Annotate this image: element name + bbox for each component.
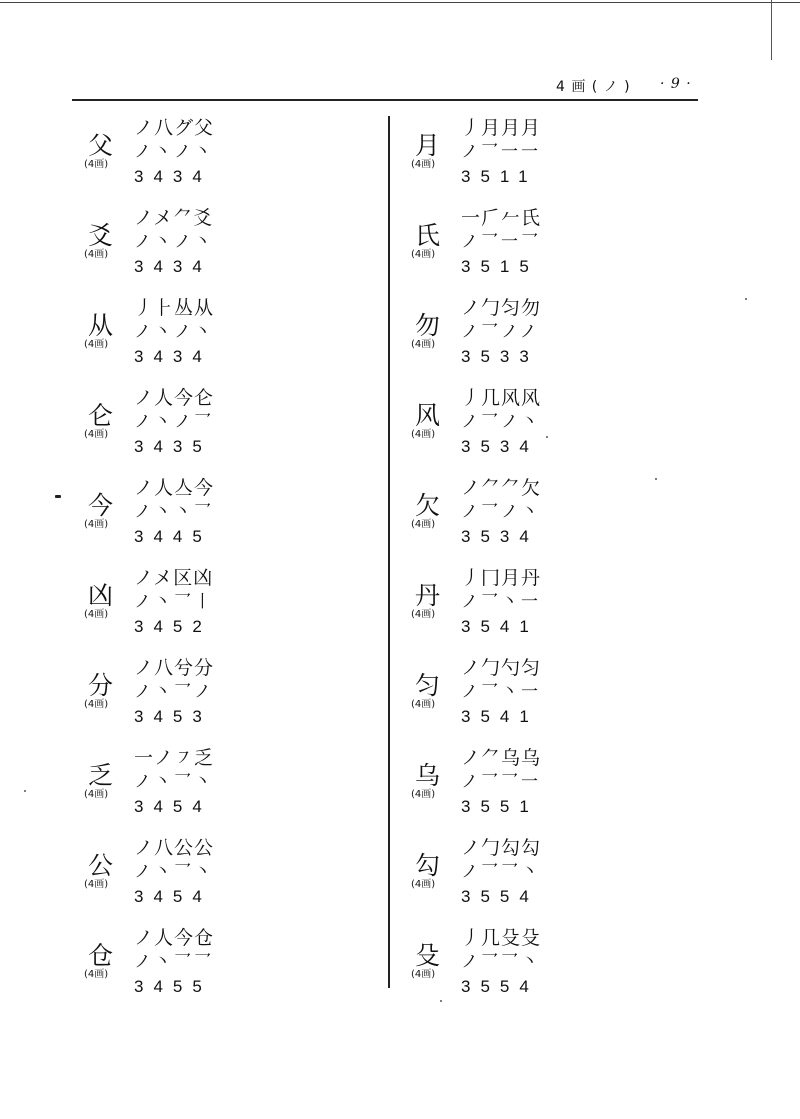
character: 勾: [415, 851, 441, 880]
character-entry: [409, 290, 669, 380]
scan-speck: [55, 495, 61, 498]
stroke-order-steps: ノ勹勾勾: [461, 837, 542, 859]
scan-speck: [24, 790, 26, 792]
stroke-order-steps: ノ⺈⺈欠: [461, 477, 542, 499]
stroke-codes: 3515: [461, 257, 539, 276]
stroke-order-steps: ノ八兮分: [134, 657, 215, 679]
character: 乏: [88, 761, 114, 790]
stroke-shapes: ノ乛一一: [461, 142, 541, 162]
stroke-codes: 3434: [134, 347, 212, 366]
character: 分: [88, 671, 114, 700]
stroke-shapes: ノ丶ノ乛: [134, 412, 214, 432]
stroke-shapes: ノ丶乛丨: [134, 592, 214, 612]
character: 匀: [415, 671, 441, 700]
stroke-count-label: (4画): [411, 789, 436, 800]
stroke-order-steps: ノ勹勺匀: [461, 657, 542, 679]
stroke-shapes: ノ乛ノ丶: [461, 412, 541, 432]
stroke-count-label: (4画): [84, 969, 109, 980]
character: 欠: [415, 491, 441, 520]
character: 丹: [415, 581, 441, 610]
stroke-shapes: ノ乛乛丶: [461, 862, 541, 882]
stroke-codes: 3452: [134, 617, 212, 636]
stroke-count-label: (4画): [411, 249, 436, 260]
character-entry: [409, 650, 669, 740]
character: 父: [88, 131, 114, 160]
character: 仑: [88, 401, 114, 430]
character-entry: [82, 740, 342, 830]
stroke-shapes: ノ丶乛丶: [134, 862, 214, 882]
character-entry: [82, 200, 342, 290]
stroke-codes: 3434: [134, 167, 212, 186]
character-entry: [82, 830, 342, 920]
left-column: [82, 110, 342, 1010]
stroke-count-label: (4画): [84, 339, 109, 350]
stroke-shapes: ノ乛一乛: [461, 232, 541, 252]
stroke-count-label: (4画): [411, 879, 436, 890]
character: 公: [88, 851, 114, 880]
character: 月: [415, 131, 441, 160]
stroke-shapes: ノ乛丶一: [461, 682, 541, 702]
right-edge-line: [771, 0, 772, 60]
stroke-count-label: (4画): [84, 159, 109, 170]
stroke-order-steps: ノメ区凶: [134, 567, 214, 589]
character-entry: [82, 470, 342, 560]
right-column: [409, 110, 669, 1010]
stroke-shapes: ノ丶乛丶: [134, 772, 214, 792]
section-heading: 4 画 ( ノ ): [556, 79, 631, 95]
character-entry: [409, 380, 669, 470]
page-number: · 9 ·: [660, 76, 692, 92]
character-entry: [409, 470, 669, 560]
stroke-count-label: (4画): [84, 789, 109, 800]
character: 风: [415, 401, 441, 430]
stroke-codes: 3511: [461, 167, 538, 186]
character-entry: [409, 560, 669, 650]
stroke-count-label: (4画): [84, 249, 109, 260]
stroke-codes: 3454: [134, 797, 212, 816]
page-header: [520, 74, 710, 98]
stroke-order-steps: ノメ⺈爻: [134, 207, 214, 229]
stroke-count-label: (4画): [84, 429, 109, 440]
stroke-codes: 3541: [461, 617, 539, 636]
stroke-shapes: ノ乛乛丶: [461, 952, 541, 972]
stroke-codes: 3534: [461, 527, 539, 546]
stroke-count-label: (4画): [411, 969, 436, 980]
stroke-order-steps: 丿⺊丛从: [134, 297, 215, 319]
stroke-codes: 3533: [461, 347, 539, 366]
stroke-order-steps: 一ノ㇇乏: [134, 747, 215, 769]
character-entry: [409, 200, 669, 290]
stroke-shapes: ノ乛ノ丶: [461, 502, 541, 522]
stroke-order-steps: ノ八グ父: [134, 117, 215, 139]
scan-speck: [546, 436, 548, 438]
top-border-line: [0, 2, 800, 3]
character: 勿: [415, 311, 441, 340]
stroke-count-label: (4画): [411, 519, 436, 530]
stroke-codes: 3551: [461, 797, 539, 816]
stroke-count-label: (4画): [84, 519, 109, 530]
stroke-shapes: ノ乛ノノ: [461, 322, 540, 342]
stroke-codes: 3454: [134, 887, 212, 906]
stroke-codes: 3455: [134, 977, 212, 996]
character-entry: [82, 380, 342, 470]
scan-speck: [655, 478, 657, 480]
stroke-shapes: ノ丶ノ丶: [134, 232, 214, 252]
stroke-order-steps: ノ勹匀勿: [461, 297, 542, 319]
stroke-count-label: (4画): [84, 609, 109, 620]
character-entry: [409, 920, 669, 1010]
stroke-shapes: ノ丶乛乛: [134, 952, 214, 972]
scan-speck: [745, 298, 747, 300]
character-entry: [82, 650, 342, 740]
scan-speck: [440, 1000, 442, 1002]
stroke-order-steps: 丿月月月: [461, 117, 542, 139]
stroke-order-steps: 丿几殳殳: [461, 927, 542, 949]
character: 氏: [415, 221, 441, 250]
stroke-count-label: (4画): [84, 879, 109, 890]
stroke-count-label: (4画): [411, 339, 436, 350]
character-entry: [409, 830, 669, 920]
character: 殳: [415, 941, 441, 970]
stroke-codes: 3445: [134, 527, 212, 546]
character-entry: [409, 740, 669, 830]
stroke-shapes: ノ乛丶一: [461, 592, 541, 612]
stroke-count-label: (4画): [84, 699, 109, 710]
character: 乌: [415, 761, 441, 790]
stroke-shapes: ノ丶ノ丶: [134, 142, 214, 162]
stroke-shapes: ノ丶乛ノ: [134, 682, 214, 702]
character: 仓: [88, 941, 114, 970]
stroke-count-label: (4画): [411, 609, 436, 620]
stroke-order-steps: ノ人今仑: [134, 387, 215, 409]
stroke-codes: 3434: [134, 257, 212, 276]
stroke-count-label: (4画): [411, 429, 436, 440]
stroke-count-label: (4画): [411, 699, 436, 710]
stroke-codes: 3554: [461, 887, 539, 906]
header-rule: [72, 99, 698, 101]
stroke-codes: 3541: [461, 707, 539, 726]
character-entry: [82, 560, 342, 650]
stroke-order-steps: ノ⺈乌乌: [461, 747, 542, 769]
stroke-shapes: ノ乛乛一: [461, 772, 541, 792]
character-entry: [82, 920, 342, 1010]
stroke-codes: 3435: [134, 437, 212, 456]
character-entry: [409, 110, 669, 200]
stroke-count-label: (4画): [411, 159, 436, 170]
character-entry: [82, 110, 342, 200]
character-entry: [82, 290, 342, 380]
character: 爻: [88, 221, 114, 250]
stroke-order-steps: 丿几风风: [461, 387, 542, 409]
stroke-shapes: ノ丶ノ丶: [134, 322, 214, 342]
stroke-order-steps: 丿冂月丹: [461, 567, 542, 589]
stroke-codes: 3534: [461, 437, 539, 456]
stroke-codes: 3554: [461, 977, 539, 996]
stroke-shapes: ノ丶丶乛: [134, 502, 214, 522]
character: 从: [88, 311, 114, 340]
column-divider: [388, 116, 390, 988]
stroke-codes: 3453: [134, 707, 212, 726]
character: 凶: [88, 581, 114, 610]
stroke-order-steps: ノ人今仓: [134, 927, 215, 949]
stroke-order-steps: 一𠂆𠂉氏: [461, 207, 542, 229]
character: 今: [88, 491, 114, 520]
stroke-order-steps: ノ八公公: [134, 837, 215, 859]
stroke-order-steps: ノ人亼今: [134, 477, 215, 499]
